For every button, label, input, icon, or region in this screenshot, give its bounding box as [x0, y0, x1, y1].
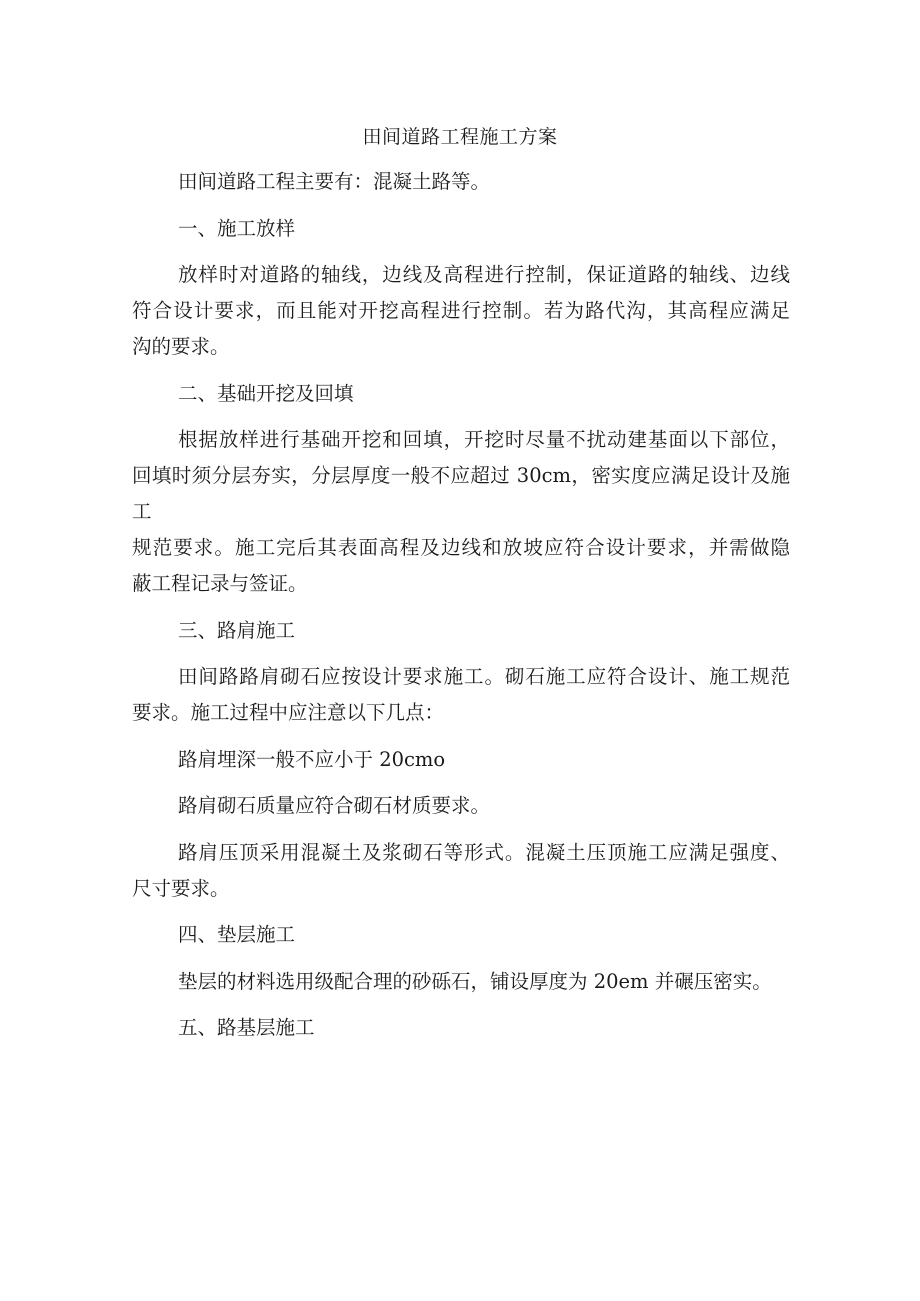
section-3-heading: 三、路肩施工	[178, 618, 296, 642]
section-4-heading: 四、垫层施工	[178, 923, 296, 946]
section-1-paragraph	[132, 257, 790, 365]
paragraph-line: 回填时须分层夯实，分层厚度一般不应超过 30cm，密实度应满足设计及施工	[132, 464, 790, 523]
intro-paragraph: 田间道路工程主要有：混凝土路等。	[178, 170, 491, 193]
paragraph-line: 规范要求。施工完后其表面高程及边线和放坡应符合设计要求，并需做隐	[132, 536, 790, 559]
section-5-heading: 五、路基层施工	[178, 1016, 315, 1039]
section-3-paragraph-3: 路肩砌石质量应符合砌石材质要求。	[178, 794, 491, 817]
paragraph-line: 放样时对道路的轴线，边线及高程进行控制，保证道路的轴线、边线	[178, 263, 790, 286]
section-4-paragraph: 垫层的材料选用级配合理的砂砾石，铺设厚度为 20em 并碾压密实。	[178, 969, 772, 993]
paragraph-line: 蔽工程记录与签证。	[132, 572, 308, 595]
paragraph-line: 路肩压顶采用混凝土及浆砌石等形式。混凝土压顶施工应满足强度、	[178, 840, 790, 864]
paragraph-line: 符合设计要求，而且能对开挖高程进行控制。若为路代沟，其高程应满足	[132, 299, 790, 322]
section-3-paragraph-2: 路肩埋深一般不应小于 20cmo	[178, 747, 446, 771]
section-3-paragraph-4	[132, 835, 790, 907]
paragraph-line: 田间路路肩砌石应按设计要求施工。砌石施工应符合设计、施工规范	[178, 665, 790, 688]
document-body	[132, 164, 790, 1057]
document-title: 田间道路工程施工方案	[362, 126, 558, 148]
paragraph-line: 尺寸要求。	[132, 876, 230, 900]
section-3-paragraph-1	[132, 659, 790, 731]
section-1-heading: 一、施工放样	[178, 216, 296, 240]
section-2-heading: 二、基础开挖及回填	[178, 381, 354, 405]
paragraph-line: 沟的要求。	[132, 335, 230, 358]
paragraph-line: 要求。施工过程中应注意以下几点：	[132, 701, 445, 724]
section-2-paragraph	[132, 422, 790, 602]
paragraph-line: 根据放样进行基础开挖和回填，开挖时尽量不扰动建基面以下部位，	[178, 428, 790, 451]
